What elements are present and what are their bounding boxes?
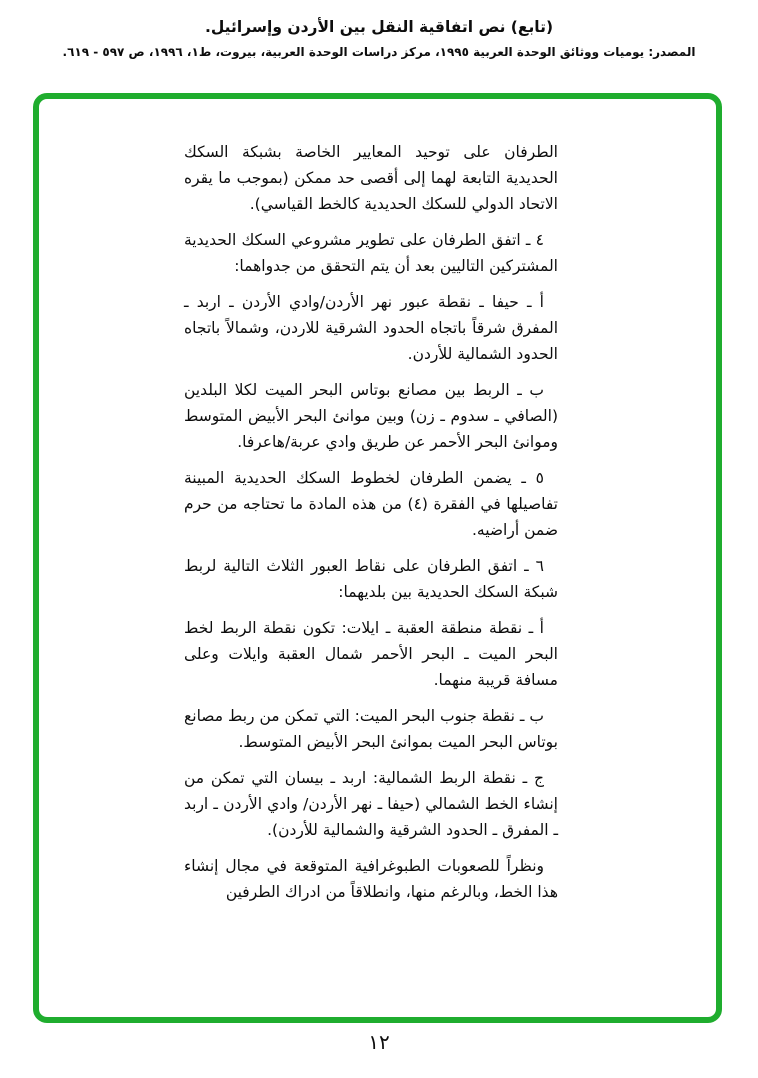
paragraph-closing: ونظراً للصعوبات الطبوغرافية المتوقعة في مجال إنشاء هذا الخط، وبالرغم منها، وانطلاقاً من ادراك الطرفين — [184, 857, 558, 901]
green-frame — [33, 93, 722, 1023]
paragraph-item-4a: أ ـ حيفا ـ نقطة عبور نهر الأردن/وادي الأردن ـ اربد ـ المفرق شرقاً باتجاه الحدود الشرقية للاردن، وشمالاً باتجاه الحدود الشمالية للأردن. — [184, 293, 558, 363]
paragraph-item-6c: ج ـ نقطة الربط الشمالية: اربد ـ بيسان التي تمكن من إنشاء الخط الشمالي (حيفا ـ نهر الأردن/ وادي الأردن ـ اربد ـ المفرق ـ الحدود الشرقية والشمالية للأردن). — [184, 769, 558, 839]
source-citation: المصدر: يوميات ووثائق الوحدة العربية ١٩٩٥، مركز دراسات الوحدة العربية، بيروت، ط١، ١٩٩٦، ص ٥٩٧ - ٦١٩. — [62, 45, 696, 59]
paragraph-item-6: ٦ ـ اتفق الطرفان على نقاط العبور الثلاث التالية لربط شبكة السكك الحديدية بين بلديهما: — [184, 557, 558, 601]
document-title: (تابع) نص اتفاقية النقل بين الأردن وإسرائيل. — [204, 18, 554, 36]
paragraph-item-4: ٤ ـ اتفق الطرفان على تطوير مشروعي السكك الحديدية المشتركين التاليين بعد أن يتم التحقق من جدواهما: — [184, 231, 558, 275]
page-header — [0, 18, 758, 59]
paragraph-continuation: الطرفان على توحيد المعايير الخاصة بشبكة السكك الحديدية التابعة لهما إلى أقصى حد ممكن (بموجب ما يقره الاتحاد الدولي للسكك الحديدية كالخط القياسي). — [184, 143, 558, 213]
document-body — [184, 139, 558, 915]
page-number: ١٢ — [368, 1030, 390, 1054]
paragraph-item-4b: ب ـ الربط بين مصانع بوتاس البحر الميت لكلا البلدين (الصافي ـ سدوم ـ زن) وبين موانئ البحر الأبيض المتوسط وموانئ البحر الأحمر عن طريق وادي عربة/هاعرفا. — [184, 381, 558, 451]
paragraph-item-5: ٥ ـ يضمن الطرفان لخطوط السكك الحديدية المبينة تفاصيلها في الفقرة (٤) من هذه المادة ما تحتاجه من حرم ضمن أراضيه. — [184, 469, 558, 539]
paragraph-item-6b: ب ـ نقطة جنوب البحر الميت: التي تمكن من ربط مصانع بوتاس البحر الميت بموانئ البحر الأبيض المتوسط. — [184, 707, 558, 751]
paragraph-item-6a: أ ـ نقطة منطقة العقبة ـ ايلات: تكون نقطة الربط لخط البحر الميت ـ البحر الأحمر شمال العقبة وايلات وعلى مسافة قريبة منهما. — [184, 619, 558, 689]
